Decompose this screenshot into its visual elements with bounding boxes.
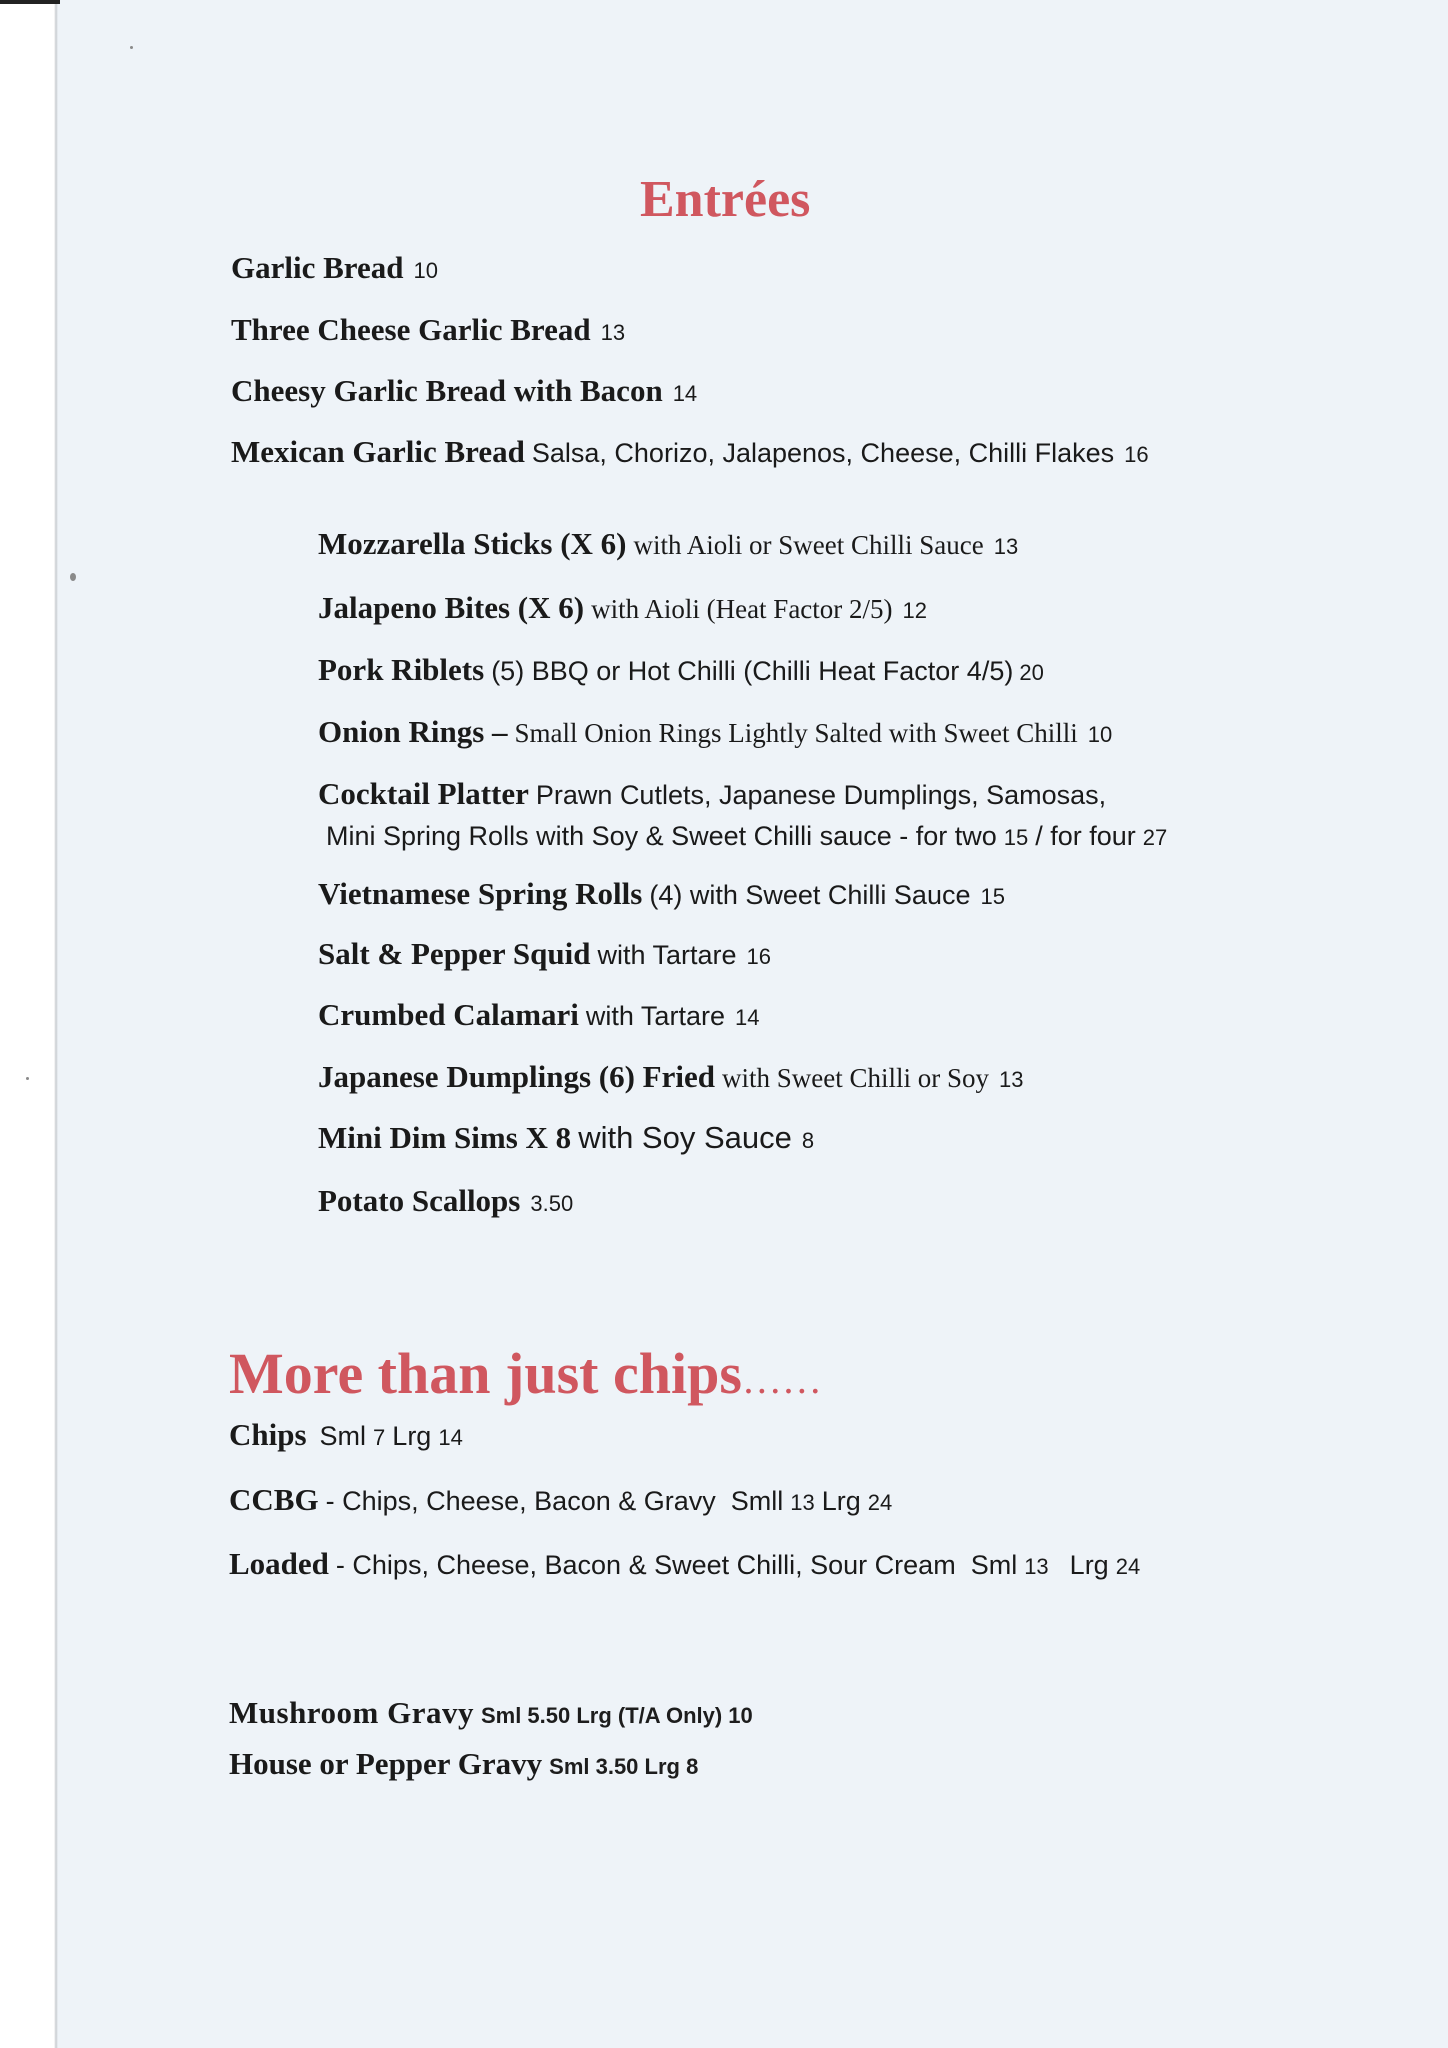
item-name: Garlic Bread <box>231 250 404 285</box>
item-price: 10 <box>413 258 438 283</box>
item-name: Chips <box>229 1417 307 1452</box>
item-price: 15 <box>980 884 1005 909</box>
chips-heading-text: More than just chips <box>229 1341 742 1406</box>
item-price: 13 <box>993 534 1019 559</box>
item-price: 16 <box>746 944 772 969</box>
menu-item-chips <box>229 1417 463 1456</box>
item-description: Small Onion Rings Lightly Salted with Sweet Chilli <box>514 718 1078 748</box>
item-name: Mushroom Gravy <box>229 1695 474 1730</box>
item-price-small: 7 <box>373 1425 386 1450</box>
item-description: Prawn Cutlets, Japanese Dumplings, Samosas, <box>535 780 1107 810</box>
menu-item-garlic-bread <box>231 250 438 289</box>
scan-speck <box>70 573 76 581</box>
item-price: 10 <box>1087 722 1113 747</box>
item-description: (4) with Sweet Chilli Sauce <box>649 880 971 910</box>
item-price-detail: Sml 5.50 Lrg (T/A Only) 10 <box>480 1703 753 1728</box>
item-name: Cocktail Platter <box>318 776 529 811</box>
menu-item-loaded <box>229 1546 1140 1585</box>
item-price: 20 <box>1019 660 1044 685</box>
menu-item-mushroom-gravy <box>229 1695 753 1734</box>
item-price: 8 <box>801 1128 815 1153</box>
item-size-small-label: Sml <box>970 1550 1018 1580</box>
item-price: 13 <box>999 1067 1024 1092</box>
item-name: Vietnamese Spring Rolls <box>318 876 643 911</box>
item-description: with Sweet Chilli or Soy <box>722 1063 990 1093</box>
item-description: with Soy Sauce <box>578 1120 792 1155</box>
item-size-large-label: Lrg <box>821 1486 861 1516</box>
chips-heading <box>229 1340 822 1407</box>
item-description: with Aioli (Heat Factor 2/5) <box>591 594 893 624</box>
item-price: 16 <box>1124 442 1149 467</box>
item-size-small-label: Sml <box>319 1421 367 1451</box>
item-price-for-four: 27 <box>1142 825 1168 850</box>
item-name: Crumbed Calamari <box>318 997 579 1032</box>
item-price-small: 13 <box>790 1490 815 1515</box>
item-size-large-label: Lrg <box>392 1421 432 1451</box>
item-name: Mini Dim Sims X 8 <box>318 1120 572 1155</box>
item-name: Salt & Pepper Squid <box>318 936 591 971</box>
item-price: 14 <box>672 381 698 406</box>
item-price-large: 24 <box>867 1490 893 1515</box>
menu-item-onion-rings <box>318 714 1112 753</box>
menu-item-three-cheese-garlic-bread <box>231 312 625 351</box>
item-description: Salsa, Chorizo, Jalapenos, Cheese, Chilli Flakes <box>531 438 1115 468</box>
item-size-small-label: Smll <box>730 1486 784 1516</box>
menu-item-cocktail-platter-line2 <box>326 818 1167 856</box>
item-price-separator: / for four <box>1035 821 1136 851</box>
item-name: Potato Scallops <box>318 1183 521 1218</box>
item-price: 13 <box>600 320 626 345</box>
item-description: - Chips, Cheese, Bacon & Sweet Chilli, Sour Cream <box>335 1550 956 1580</box>
item-description: with Tartare <box>585 1001 725 1031</box>
item-name: Loaded <box>229 1546 329 1581</box>
item-price-detail: Sml 3.50 Lrg 8 <box>549 1754 699 1779</box>
item-name: Pork Riblets <box>318 652 485 687</box>
item-name: Japanese Dumplings (6) Fried <box>318 1059 715 1094</box>
item-name: Cheesy Garlic Bread with Bacon <box>231 373 663 408</box>
item-name: Three Cheese Garlic Bread <box>231 312 591 347</box>
item-description: Mini Spring Rolls with Soy & Sweet Chilli sauce - for two <box>326 821 997 851</box>
item-name: Onion Rings – <box>318 714 508 749</box>
entrees-heading: Entrées <box>640 171 811 228</box>
menu-item-jalapeno-bites <box>318 590 927 629</box>
item-price-small: 13 <box>1024 1554 1049 1579</box>
menu-item-mexican-garlic-bread <box>231 434 1149 473</box>
item-price: 12 <box>902 598 928 623</box>
menu-item-salt-pepper-squid <box>318 936 771 975</box>
scan-speck <box>26 1077 29 1080</box>
item-price: 3.50 <box>530 1191 574 1216</box>
item-price-large: 14 <box>438 1425 463 1450</box>
item-description: (5) BBQ or Hot Chilli (Chilli Heat Factor 4/5) <box>491 656 1014 686</box>
page-left-edge <box>0 0 58 2048</box>
item-price: 14 <box>734 1005 760 1030</box>
menu-item-mini-dim-sims <box>318 1120 814 1159</box>
menu-item-mozzarella-sticks <box>318 526 1018 565</box>
menu-item-crumbed-calamari <box>318 997 759 1036</box>
menu-item-house-pepper-gravy <box>229 1746 698 1785</box>
menu-item-cheesy-garlic-bread-bacon <box>231 373 697 412</box>
item-name: Mexican Garlic Bread <box>231 434 525 469</box>
scan-corner-mark <box>0 0 60 4</box>
item-description: with Aioli or Sweet Chilli Sauce <box>633 530 984 560</box>
menu-item-potato-scallops <box>318 1183 573 1222</box>
item-size-large-label: Lrg <box>1069 1550 1109 1580</box>
item-name: Jalapeno Bites (X 6) <box>318 590 585 625</box>
item-price-large: 24 <box>1115 1554 1141 1579</box>
chips-heading-dots: …… <box>741 1357 822 1402</box>
item-price-for-two: 15 <box>1003 825 1029 850</box>
menu-item-vietnamese-spring-rolls <box>318 876 1005 915</box>
item-name: CCBG <box>229 1482 319 1517</box>
menu-item-ccbg <box>229 1482 892 1521</box>
item-description: with Tartare <box>597 940 737 970</box>
item-name: Mozzarella Sticks (X 6) <box>318 526 627 561</box>
menu-item-pork-riblets <box>318 652 1044 691</box>
menu-item-japanese-dumplings <box>318 1059 1024 1098</box>
scan-speck <box>130 46 133 49</box>
item-name: House or Pepper Gravy <box>229 1746 543 1781</box>
item-description: - Chips, Cheese, Bacon & Gravy <box>325 1486 716 1516</box>
menu-item-cocktail-platter <box>318 776 1106 814</box>
